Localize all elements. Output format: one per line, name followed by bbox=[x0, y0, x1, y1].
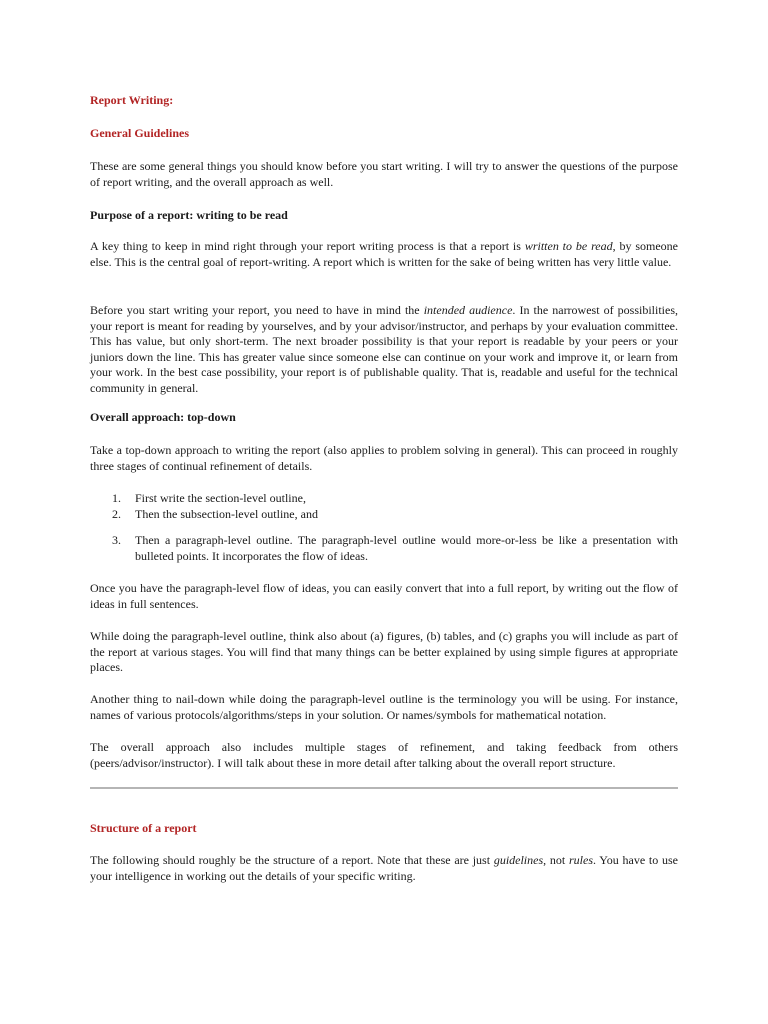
structure-heading: Structure of a report bbox=[90, 821, 197, 835]
list-item-text: Then the subsection-level outline, and bbox=[135, 507, 318, 521]
general-guidelines-heading: General Guidelines bbox=[90, 126, 189, 140]
terminology-paragraph: Another thing to nail-down while doing the paragraph-level outline is the terminology you will be using. For instance, names of various protocols/algorithms/steps in your solution. Or names/symbols for mathematical notation. bbox=[90, 692, 678, 722]
list-item-number: 3. bbox=[112, 533, 121, 547]
approach-heading: Overall approach: top-down bbox=[90, 410, 236, 424]
purpose-paragraph-2: Before you start writing your report, you need to have in mind the intended audience. In the narrowest of possibilities, your report is meant for reading by yourselves, and by your advisor/instructor, and perhaps by your evaluation committee. This has value, but only short-term. The next broader possibility is that your report is readable by your peers or your juniors down the line. This has greater value since someone else can continue on your work and improve it, or learn from your work. In the best case possibility, your report is of publishable quality. That is, readable and useful for the technical community in general. bbox=[90, 303, 679, 395]
approach-intro-paragraph: Take a top-down approach to writing the report (also applies to problem solving in general). This can proceed in roughly three stages of continual refinement of details. bbox=[90, 443, 678, 473]
horizontal-divider bbox=[90, 787, 678, 789]
figures-paragraph: While doing the paragraph-level outline, think also about (a) figures, (b) tables, and (c) graphs you will include as part of the report at various stages. You will find that many things can be better explained by using simple figures at appropriate places. bbox=[90, 629, 678, 674]
list-item-number: 1. bbox=[112, 491, 121, 505]
list-item-text: First write the section-level outline, bbox=[135, 491, 306, 505]
list-item-text: Then a paragraph-level outline. The paragraph-level outline would more-or-less be like a presentation with bulleted points. It incorporates the flow of ideas. bbox=[135, 533, 678, 563]
purpose-heading: Purpose of a report: writing to be read bbox=[90, 208, 288, 222]
structure-paragraph: The following should roughly be the structure of a report. Note that these are just guidelines, not rules. You have to use your intelligence in working out the details of your specific writing. bbox=[90, 853, 678, 883]
convert-paragraph: Once you have the paragraph-level flow of ideas, you can easily convert that into a full report, by writing out the flow of ideas in full sentences. bbox=[90, 581, 678, 611]
list-item-number: 2. bbox=[112, 507, 121, 521]
refinement-paragraph: The overall approach also includes multiple stages of refinement, and taking feedback from others (peers/advisor/instructor). I will talk about these in more detail after talking about the overall report structure. bbox=[90, 740, 678, 770]
purpose-paragraph-1: A key thing to keep in mind right through your report writing process is that a report is written to be read, by someone else. This is the central goal of report-writing. A report which is written for the sake of being written has very little value. bbox=[90, 239, 679, 269]
general-guidelines-paragraph: These are some general things you should know before you start writing. I will try to answer the questions of the purpose of report writing, and the overall approach as well. bbox=[90, 159, 678, 189]
document-title: Report Writing: bbox=[90, 93, 174, 107]
